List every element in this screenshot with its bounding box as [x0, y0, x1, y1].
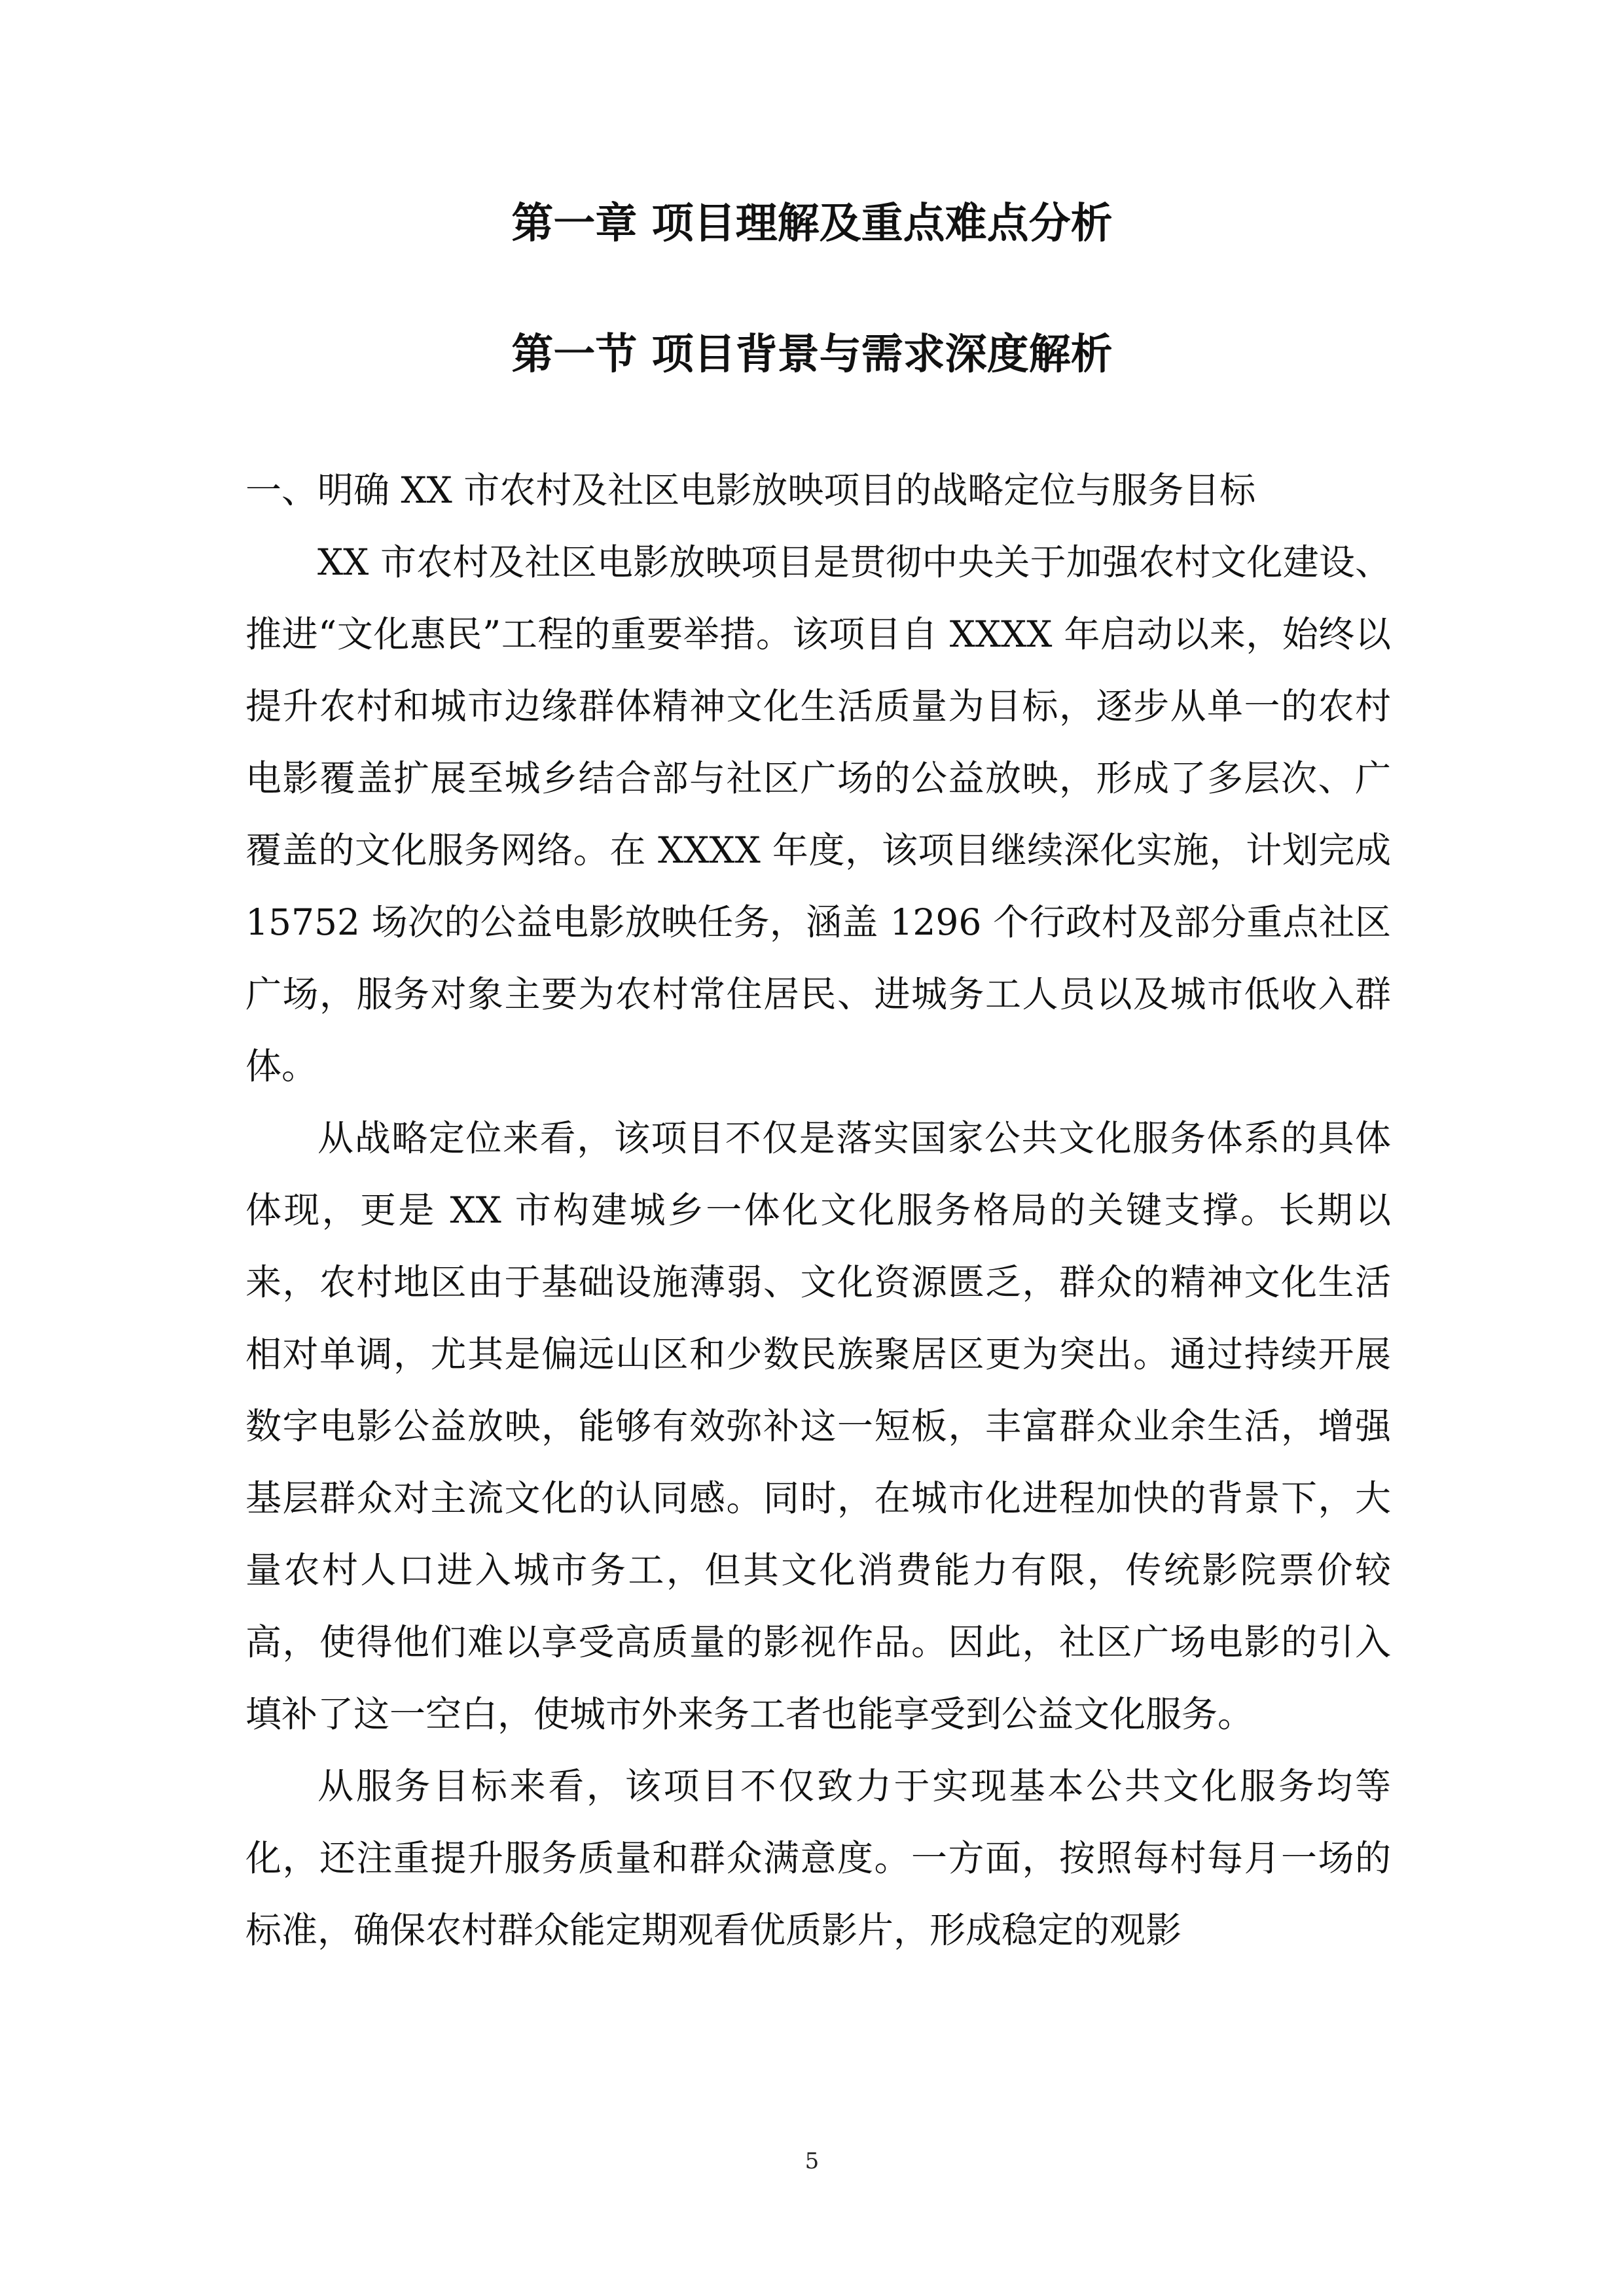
body-paragraph: 从服务目标来看，该项目不仅致力于实现基本公共文化服务均等化，还注重提升服务质量和群众满意度。一方面，按照每村每月一场的标准，确保农村群众能定期观看优质影片，形成稳定的观影	[245, 1765, 1391, 1951]
chapter-title: 第一章 项目理解及重点难点分析	[511, 199, 1113, 248]
body-paragraph: XX 市农村及社区电影放映项目是贯彻中央关于加强农村文化建设、推进“文化惠民”工程的重要举措。该项目自 XXXX 年启动以来，始终以提升农村和城市边缘群体精神文化生活质量为目标，逐步从单一的农村电影覆盖扩展至城乡结合部与社区广场的公益放映，形成了多层次、广覆盖的文化服务网络。在 XXXX 年度，该项目继续深化实施，计划完成 15752 场次的公益电影放映任务，涵盖 1296 个行政村及部分重点社区广场，服务对象主要为农村常住居民、进城务工人员以及城市低收入群体。	[245, 541, 1391, 1087]
page-number: 5	[804, 2148, 820, 2174]
subsection-heading: 一、明确 XX 市农村及社区电影放映项目的战略定位与服务目标	[245, 469, 1256, 511]
section-title: 第一节 项目背景与需求深度解析	[511, 330, 1113, 379]
body-paragraph: 从战略定位来看，该项目不仅是落实国家公共文化服务体系的具体体现，更是 XX 市构建城乡一体化文化服务格局的关键支撑。长期以来，农村地区由于基础设施薄弱、文化资源匮乏，群众的精神文化生活相对单调，尤其是偏远山区和少数民族聚居区更为突出。通过持续开展数字电影公益放映，能够有效弥补这一短板，丰富群众业余生活，增强基层群众对主流文化的认同感。同时，在城市化进程加快的背景下，大量农村人口进入城市务工，但其文化消费能力有限，传统影院票价较高，使得他们难以享受高质量的影视作品。因此，社区广场电影的引入填补了这一空白，使城市外来务工者也能享受到公益文化服务。	[245, 1117, 1391, 1735]
document-body	[245, 454, 1391, 1966]
